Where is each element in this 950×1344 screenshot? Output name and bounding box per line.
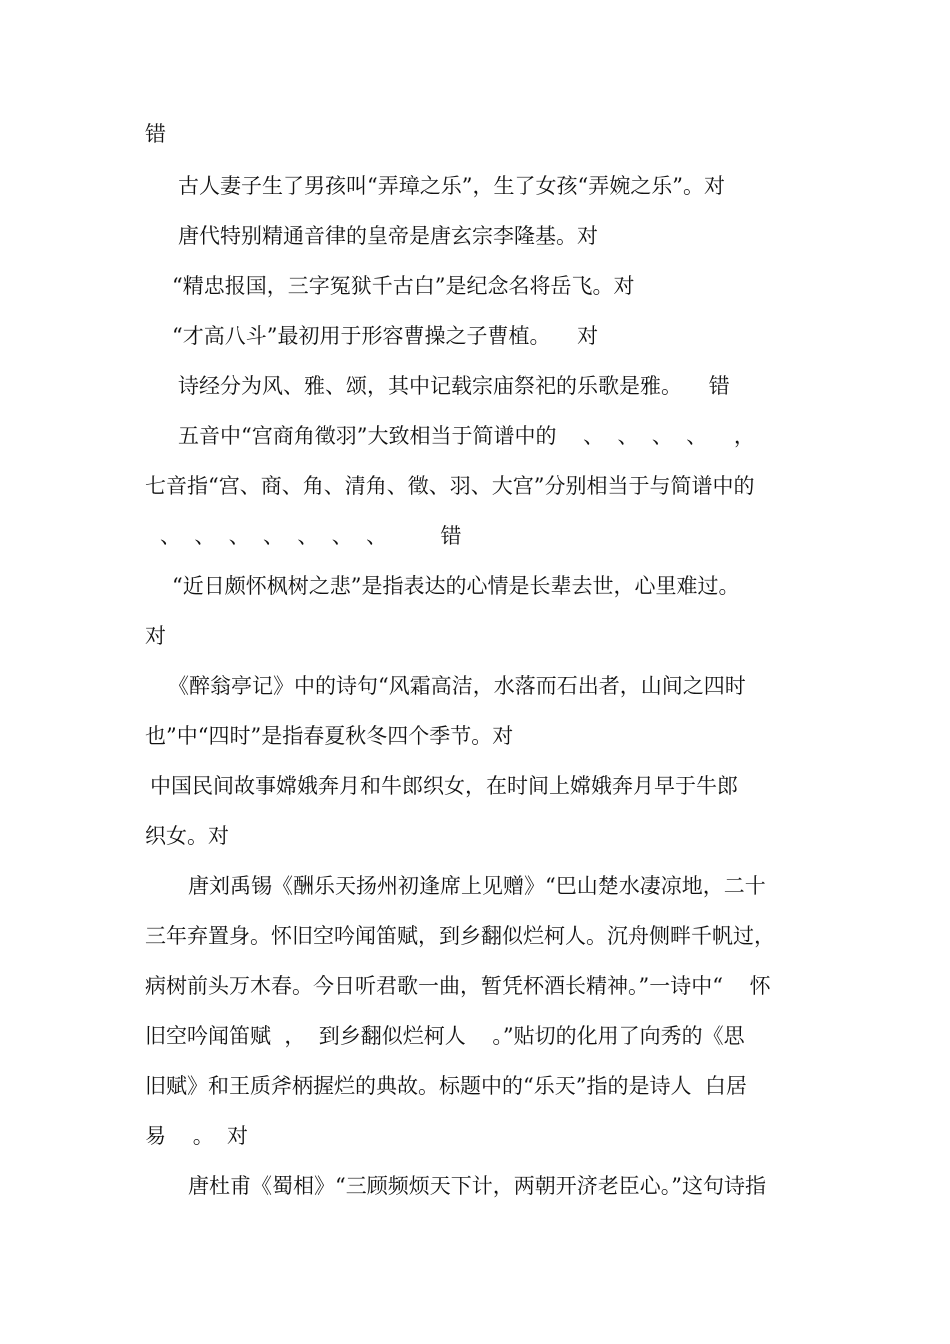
text-line: 也”中“四时”是指春夏秋冬四个季节。对 — [145, 724, 514, 748]
text-line: “才高八斗”最初用于形容曹操之子曹植。 对 — [172, 324, 599, 348]
text-line: “精忠报国，三字冤狱千古白”是纪念名将岳飞。对 — [172, 274, 635, 298]
text-line: 对 — [145, 624, 166, 648]
text-line: 唐杜甫《蜀相》“三顾频烦天下计，两朝开济老臣心。”这句诗指 — [188, 1174, 766, 1198]
text-line: 旧赋》和王质斧柄握烂的典故。标题中的“乐天”指的是诗人 白居 — [145, 1074, 747, 1098]
text-line: 唐代特别精通音律的皇帝是唐玄宗李隆基。对 — [178, 224, 598, 248]
text-line: 《醉翁亭记》中的诗句“风霜高洁，水落而石出者，山间之四时 — [168, 674, 746, 698]
text-line: 易 。 对 — [145, 1124, 249, 1148]
text-line: 五音中“宫商角徵羽”大致相当于简谱中的 、 、 、 、 ， — [178, 424, 755, 448]
text-line: 织女。对 — [145, 824, 229, 848]
text-line: 古人妻子生了男孩叫“弄璋之乐”，生了女孩“弄婉之乐”。对 — [178, 174, 725, 198]
text-line: “近日颇怀枫树之悲”是指表达的心情是长辈去世，心里难过。 — [172, 574, 740, 598]
text-line: 三年弃置身。怀旧空吟闻笛赋，到乡翻似烂柯人。沉舟侧畔千帆过， — [145, 924, 775, 948]
text-line: 唐刘禹锡《酬乐天扬州初逢席上见赠》“巴山楚水凄凉地，二十 — [188, 874, 766, 898]
text-line: 病树前头万木春。今日听君歌一曲，暂凭杯酒长精神。”一诗中“ 怀 — [145, 974, 771, 998]
text-line: 错 — [145, 122, 166, 146]
text-line: 诗经分为风、雅、颂，其中记载宗庙祭祀的乐歌是雅。 错 — [178, 374, 730, 398]
text-line: 、 、 、 、 、 、 、 错 — [160, 524, 462, 548]
text-line: 旧空吟闻笛赋 ， 到乡翻似烂柯人 。”贴切的化用了向秀的《思 — [145, 1024, 745, 1048]
text-line: 中国民间故事嫦娥奔月和牛郎织女，在时间上嫦娥奔月早于牛郎 — [150, 774, 738, 798]
text-line: 七音指“宫、商、角、清角、徵、羽、大宫”分别相当于与简谱中的 — [145, 474, 755, 498]
